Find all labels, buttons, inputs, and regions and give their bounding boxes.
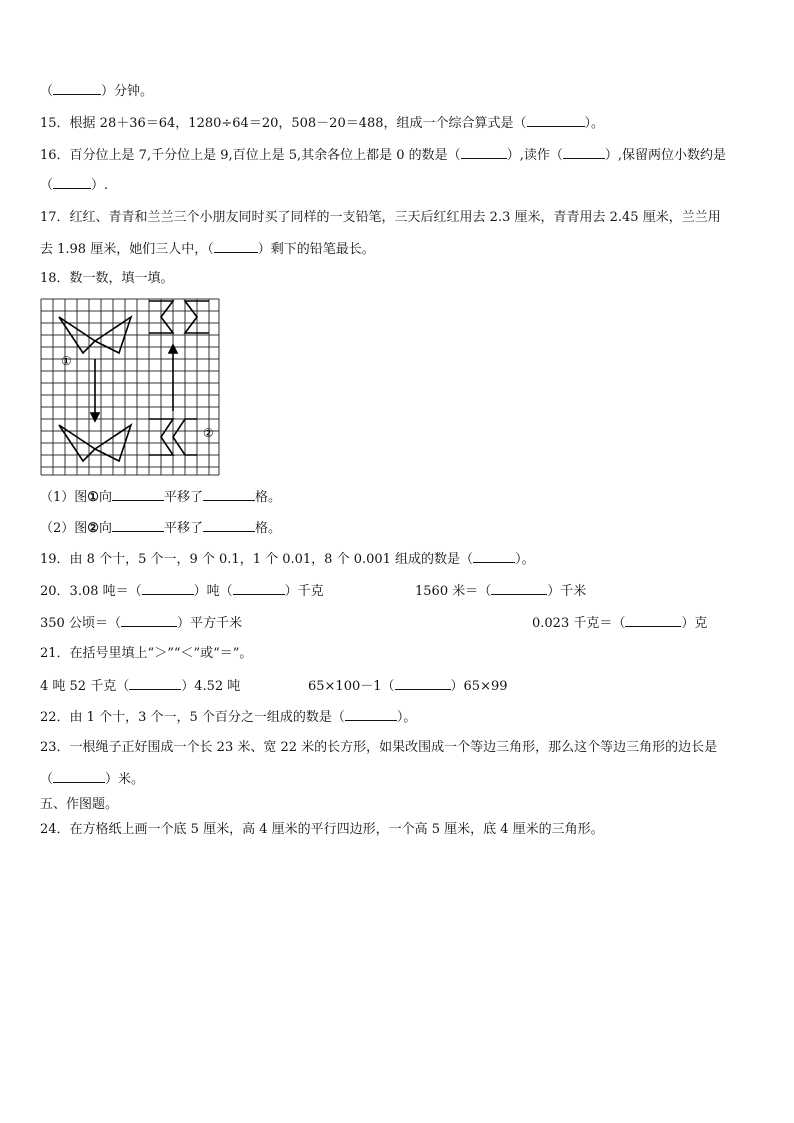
answer-blank[interactable] bbox=[345, 708, 397, 721]
question-16-mid2: ）,保留两位小数约是 bbox=[604, 148, 726, 163]
question-17-cont-text: 去 1.98 厘米，她们三人中，（ bbox=[40, 242, 214, 257]
moved-word: 平移了 bbox=[163, 490, 203, 505]
figure-2-top bbox=[149, 301, 209, 333]
answer-blank[interactable] bbox=[461, 146, 507, 159]
unit-mid: ）吨（ bbox=[193, 584, 233, 599]
paren-open: （ bbox=[40, 84, 54, 99]
question-17-text: 17．红红、青青和兰兰三个小朋友同时买了同样的一支铅笔，三天后红红用去 2.3 厘米，青青用去 2.45 厘米，兰兰用 bbox=[40, 210, 721, 225]
question-20-d bbox=[532, 614, 707, 633]
question-21-b-text: 65×100－1（ bbox=[308, 679, 395, 694]
paren-close: ）。 bbox=[584, 116, 605, 131]
question-19 bbox=[40, 550, 535, 569]
answer-blank[interactable] bbox=[395, 677, 451, 690]
question-15-text: 15．根据 28＋36＝64，1280÷64＝20，508－20＝488，组成一个综合算式是（ bbox=[40, 116, 527, 131]
unit-word: 格。 bbox=[254, 490, 281, 505]
unit-tail: ）千克 bbox=[284, 584, 324, 599]
paren-close: ）。 bbox=[396, 710, 417, 725]
answer-blank[interactable] bbox=[233, 582, 285, 595]
question-20-d-text: 0.023 千克＝（ bbox=[532, 616, 626, 631]
answer-blank[interactable] bbox=[53, 176, 91, 189]
question-20-c bbox=[40, 614, 242, 633]
question-22 bbox=[40, 708, 416, 727]
unit-tail: ）克 bbox=[681, 616, 708, 631]
question-20-b-text: 1560 米＝（ bbox=[415, 584, 492, 599]
question-17-tail: ）剩下的铅笔最长。 bbox=[257, 242, 375, 257]
question-22-text: 22．由 1 个十，3 个一，5 个百分之一组成的数是（ bbox=[40, 710, 345, 725]
question-18-2 bbox=[40, 519, 281, 538]
down-arrow-icon bbox=[91, 359, 99, 421]
answer-blank[interactable] bbox=[563, 146, 605, 159]
question-16 bbox=[40, 146, 726, 165]
compare-tail: ）65×99 bbox=[450, 679, 508, 694]
distance-blank[interactable] bbox=[203, 519, 255, 532]
direction-word: 向 bbox=[98, 521, 112, 536]
answer-blank[interactable] bbox=[491, 582, 547, 595]
question-21-text: 21．在括号里填上“＞”“＜”或“＝”。 bbox=[40, 646, 253, 661]
moved-word: 平移了 bbox=[163, 521, 203, 536]
answer-blank[interactable] bbox=[53, 82, 101, 95]
compare-tail: ）4.52 吨 bbox=[181, 679, 241, 694]
answer-blank[interactable] bbox=[142, 582, 194, 595]
question-24 bbox=[40, 821, 604, 839]
question-21-b bbox=[308, 677, 508, 696]
unit-word: 格。 bbox=[254, 521, 281, 536]
sub-label: （2）图 bbox=[40, 521, 88, 536]
section-5-heading bbox=[40, 796, 118, 814]
unit-tail: ）千米 bbox=[547, 584, 587, 599]
q14-tail bbox=[40, 82, 153, 101]
question-20-b bbox=[415, 582, 586, 601]
paren-close: ）。 bbox=[515, 552, 535, 567]
answer-blank[interactable] bbox=[214, 240, 258, 253]
distance-blank[interactable] bbox=[203, 488, 255, 501]
answer-blank[interactable] bbox=[129, 677, 181, 690]
question-19-text: 19．由 8 个十，5 个一，9 个 0.1，1 个 0.01，8 个 0.001 组成的数是（ bbox=[40, 552, 474, 567]
unit-tail: ）平方千米 bbox=[176, 616, 242, 631]
answer-blank[interactable] bbox=[473, 550, 515, 563]
figure-1-label: ① bbox=[61, 354, 72, 368]
question-21-a bbox=[40, 677, 240, 696]
section-5-title: 五、作图题。 bbox=[40, 797, 119, 812]
grid-lines bbox=[41, 299, 219, 475]
paren-open: （ bbox=[40, 772, 54, 787]
direction-blank[interactable] bbox=[112, 519, 164, 532]
direction-blank[interactable] bbox=[112, 488, 164, 501]
question-20-a-text: 20．3.08 吨＝（ bbox=[40, 584, 142, 599]
answer-blank[interactable] bbox=[625, 614, 681, 627]
question-20-a bbox=[40, 582, 324, 601]
question-23-cont bbox=[40, 770, 144, 789]
question-16-mid1: ）,读作（ bbox=[506, 148, 563, 163]
answer-blank[interactable] bbox=[121, 614, 177, 627]
question-23-text: 23．一根绳子正好围成一个长 23 米、宽 22 米的长方形，如果改围成一个等边三角形，那么这个等边三角形的边长是 bbox=[40, 740, 718, 755]
figure-ref: ① bbox=[87, 490, 99, 505]
question-16-text: 16．百分位上是 7,千分位上是 9,百位上是 5,其余各位上都是 0 的数是（ bbox=[40, 148, 461, 163]
question-24-text: 24．在方格纸上画一个底 5 厘米，高 4 厘米的平行四边形，一个高 5 厘米，底 4 厘米的三角形。 bbox=[40, 822, 604, 837]
question-15 bbox=[40, 114, 604, 133]
up-arrow-icon bbox=[169, 345, 177, 411]
question-18 bbox=[40, 270, 174, 288]
question-16-cont bbox=[40, 176, 108, 195]
answer-blank[interactable] bbox=[527, 114, 585, 127]
sub-label: （1）图 bbox=[40, 490, 88, 505]
grid-diagram bbox=[40, 298, 222, 478]
question-18-1 bbox=[40, 488, 281, 507]
question-17-cont bbox=[40, 240, 375, 259]
question-21 bbox=[40, 645, 252, 663]
paren-open: （ bbox=[40, 178, 54, 193]
direction-word: 向 bbox=[98, 490, 112, 505]
question-18-text: 18．数一数，填一填。 bbox=[40, 271, 174, 286]
question-20-c-text: 350 公顷＝（ bbox=[40, 616, 121, 631]
unit-tail: ）米。 bbox=[105, 772, 145, 787]
question-21-a-text: 4 吨 52 千克（ bbox=[40, 679, 130, 694]
question-17 bbox=[40, 209, 721, 227]
figure-ref: ② bbox=[87, 521, 99, 536]
paren-close: ）. bbox=[91, 178, 109, 193]
question-23 bbox=[40, 739, 717, 757]
figure-2-label: ② bbox=[203, 426, 214, 440]
translation-grid-figure bbox=[40, 298, 222, 482]
q14-tail-text: ）分钟。 bbox=[101, 84, 154, 99]
answer-blank[interactable] bbox=[53, 770, 105, 783]
